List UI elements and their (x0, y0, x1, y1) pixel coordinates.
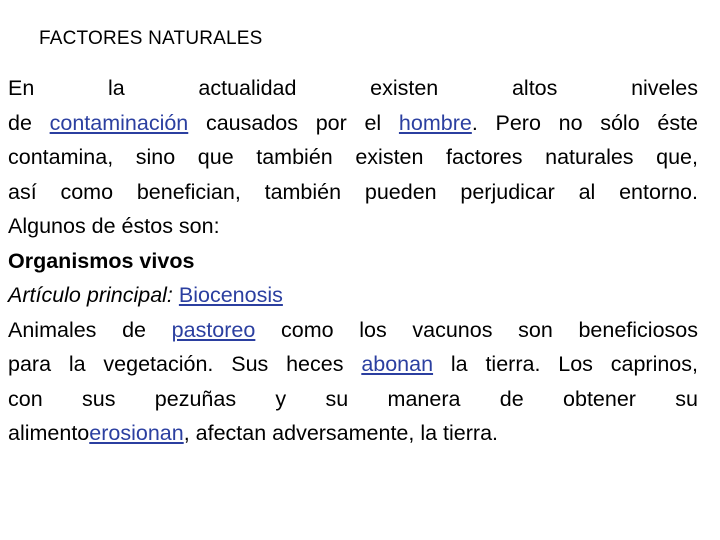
paragraph-text: alimento (8, 421, 90, 445)
link-hombre[interactable]: hombre (398, 110, 472, 135)
intro-text: de (8, 110, 50, 135)
paragraph-text: como los vacunos son beneficiosos (255, 317, 698, 342)
slide-title: FACTORES NATURALES (39, 28, 263, 49)
link-abonan[interactable]: abonan (361, 352, 434, 376)
link-biocenosis[interactable]: Biocenosis (178, 283, 283, 307)
intro-line-1: En la actualidad existen altos niveles (8, 76, 698, 100)
section-heading: Organismos vivos (8, 248, 195, 273)
paragraph-line-3: con sus pezuñas y su manera de obtener su (8, 386, 698, 411)
link-erosionan[interactable]: erosionan (89, 421, 184, 445)
intro-line-4: así como benefician, también pueden perjudicar al entorno. (8, 179, 698, 204)
intro-line-3: contamina, sino que también existen factores naturales que, (8, 145, 698, 169)
article-label: Artículo principal: (8, 283, 179, 307)
paragraph-text: , afectan adversamente, la tierra. (183, 421, 499, 445)
intro-text: . Pero no sólo éste (471, 110, 698, 135)
link-contaminacion[interactable]: contaminación (49, 110, 189, 135)
slide-body (8, 71, 698, 451)
paragraph-text: la tierra. Los caprinos, (433, 352, 698, 376)
paragraph-text: para la vegetación. Sus heces (8, 352, 362, 376)
intro-line-2 (8, 106, 698, 141)
intro-line-5: Algunos de éstos son: (8, 214, 220, 238)
link-pastoreo[interactable]: pastoreo (171, 317, 256, 342)
paragraph-line-1 (8, 313, 698, 348)
article-reference (8, 278, 698, 313)
paragraph-line-2 (8, 347, 698, 382)
paragraph-text: Animales de (8, 317, 172, 342)
paragraph-line-4 (8, 416, 698, 451)
intro-text: causados por el (188, 110, 399, 135)
